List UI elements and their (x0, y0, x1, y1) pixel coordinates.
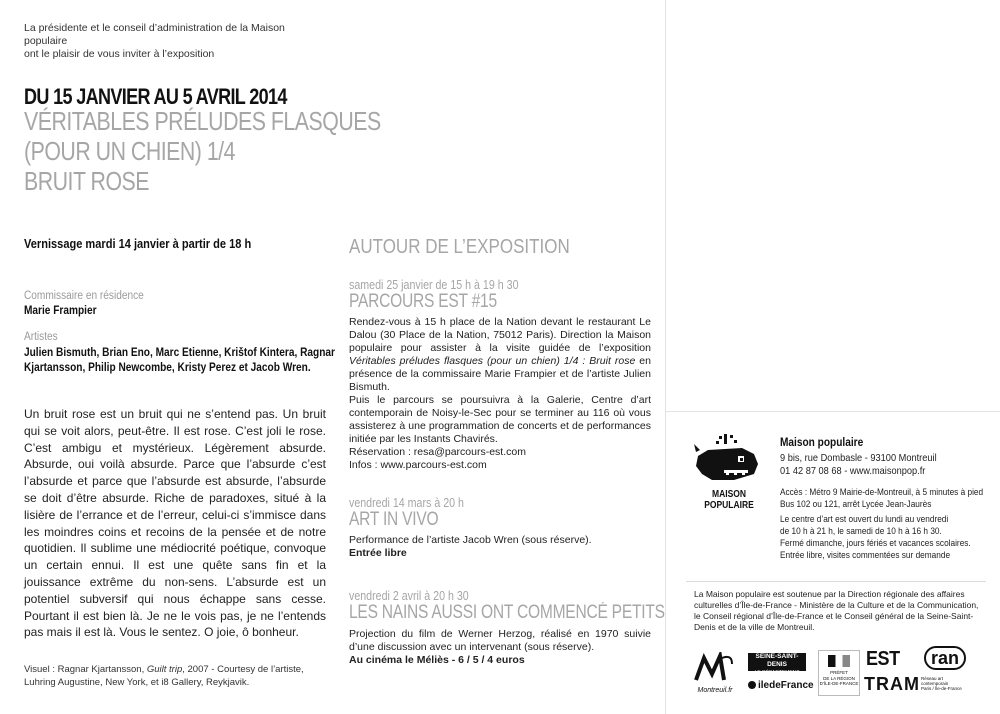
invitation-line-1: La présidente et le conseil d’administration de la Maison populaire (24, 22, 285, 47)
prefet-line-2: DE LA RÉGION (823, 675, 855, 681)
visual-credit (24, 664, 326, 689)
event-1-text-italic: Véritables préludes flasques (pour un chien) 1/4 : Bruit rose (349, 355, 636, 367)
marianne-flag-icon (828, 655, 850, 667)
event-1-text-c: Puis le parcours se poursuivra à la Galerie, Centre d’art contemporain de Noisy-le-Sec pour se terminer au 116 où vous assisterez à une programmation de concerts et de performances initiée par les Instants Chavirés. (349, 394, 651, 445)
event-1-title: PARCOURS EST #15 (349, 291, 497, 312)
tram-sub-1: Réseau art (921, 676, 944, 681)
event-3-note: Au cinéma le Méliès - 6 / 5 / 4 euros (349, 654, 525, 666)
logo-text-line-2: POPULAIRE (704, 500, 754, 511)
access-line-2: Bus 102 ou 121, arrêt Lycée Jean-Jaurès (780, 499, 932, 509)
venue-name: Maison populaire (780, 437, 864, 449)
venue-address: 9 bis, rue Dombasle - 93100 Montreuil (780, 452, 937, 464)
prefet-line-1: PRÉFET (830, 670, 848, 675)
exhibition-title (24, 106, 381, 196)
fold-line-horizontal (665, 411, 1000, 412)
event-3-date: vendredi 2 avril à 20 h 30 (349, 588, 469, 603)
event-3-title: LES NAINS AUSSI ONT COMMENCÉ PETITS (349, 602, 665, 623)
prefet-logo (818, 650, 860, 696)
montreuil-m-icon (694, 652, 734, 682)
ran-logo: ran (924, 646, 966, 670)
tram-sub-3: Paris / Île-de-France (921, 686, 962, 691)
visual-credit-work: Guilt trip (146, 664, 183, 675)
event-2-date: vendredi 14 mars à 20 h (349, 495, 464, 510)
title-line-1: VÉRITABLES PRÉLUDES FLASQUES (24, 106, 381, 136)
whale-icon (694, 432, 764, 484)
montreuil-logo (694, 652, 736, 696)
parcours-est-logo: EST (866, 648, 900, 670)
event-1-date: samedi 25 janvier de 15 h à 19 h 30 (349, 277, 519, 292)
curator-label: Commissaire en résidence (24, 290, 144, 302)
logo-text-line-1: MAISON (712, 489, 746, 500)
tram-sub-2: contemporain (921, 681, 949, 686)
event-2-note: Entrée libre (349, 547, 407, 559)
exhibition-description: Un bruit rose est un bruit qui ne s’entend pas. Un bruit qui se voit alors, peut-être. Il est rose. C’est joli le rose. C’est ambigu et mystérieux. Légèrement absurde. Absurde, oui voilà absurde. Parce que l’absurde c’est l’absurde et parce que l’absurde est absurde, l’absurde se doit d’être absurde. Riche de paradoxes, situé à la lisière de l’errance et de l’erreur, celui-ci s’immisce dans les moindres coins et recoins de la pensée et de notre quotidien. Il sublime une médiocrité poétique, convoque un certain ennui. Il est une quête sans fin et la jouissance extrême du non-sens. L’absurde est un potentiel subversif qui nous échappe sans cesse. Pourtant il est bien là. Je ne le vois pas, je ne l’entends pas mais il est là. Vous le sentez. O joie, ô bonheur. (24, 407, 326, 640)
event-2-description (349, 534, 651, 560)
hours-line-1: Le centre d’art est ouvert du lundi au vendredi (780, 514, 949, 524)
invitation-line-2: ont le plaisir de vous inviter à l’exposition (24, 48, 215, 60)
fold-line-vertical (665, 0, 666, 714)
title-line-2: (POUR UN CHIEN) 1/4 (24, 136, 235, 166)
seine-saint-denis-logo (748, 653, 806, 676)
ssd-line-1: SEINE-SAINT-DENIS (755, 653, 799, 668)
events-heading: AUTOUR DE L’EXPOSITION (349, 236, 570, 258)
title-line-3: BRUIT ROSE (24, 166, 150, 196)
curator-name: Marie Frampier (24, 305, 97, 317)
vernissage-info: Vernissage mardi 14 janvier à partir de 18 h (24, 236, 252, 251)
hours-line-2: de 10 h à 21 h, le samedi de 10 h à 16 h 30. (780, 526, 942, 536)
hours-line-3: Fermé dimanche, jours fériés et vacances scolaires. (780, 538, 971, 548)
ile-de-france-logo (748, 680, 814, 691)
event-1-text-b: en présence de la commissaire Marie Frampier et de l’artiste Julien Bismuth. (349, 355, 651, 393)
idf-dot-icon (748, 681, 756, 689)
access-line-1: Accès : Métro 9 Mairie-de-Montreuil, à 5 minutes à pied (780, 487, 984, 497)
visual-credit-suffix: , 2007 - Courtesy de l’artiste, Luhring Augustine, New York, et i8 Gallery, Reykjavik. (24, 664, 304, 688)
event-1-infos: Infos : www.parcours-est.com (349, 459, 487, 471)
hours-line-4: Entrée libre, visites commentées sur demande (780, 550, 951, 560)
invitation-text (24, 22, 324, 61)
event-3-text: Projection du film de Werner Herzog, réalisé en 1970 suivie d’une discussion avec un intervenant (sous réserve). (349, 628, 651, 653)
event-1-description (349, 316, 651, 472)
visual-credit-prefix: Visuel : Ragnar Kjartansson, (24, 664, 147, 675)
exhibition-dates: DU 15 JANVIER AU 5 AVRIL 2014 (24, 84, 287, 109)
ssd-line-2: LE DÉPARTEMENT (754, 670, 800, 676)
support-text: La Maison populaire est soutenue par la Direction régionale des affaires culturelles d’Île-de-France - Ministère de la Culture et de la Communication, le Conseil régional d’Île-de-France et le Conseil général de la Seine-Saint-Denis et de la ville de Montreuil. (694, 589, 979, 632)
event-1-reservation: Réservation : resa@parcours-est.com (349, 446, 526, 458)
prefet-line-3: D’ÎLE-DE-FRANCE (819, 681, 859, 686)
artists-list: Julien Bismuth, Brian Eno, Marc Etienne, Krištof Kintera, Ragnar Kjartansson, Philip Newcombe, Kristy Perez et Jacob Wren. (24, 347, 335, 374)
tram-subtitle (921, 676, 962, 691)
artists-label: Artistes (24, 331, 58, 343)
event-2-title: ART IN VIVO (349, 509, 439, 530)
maison-populaire-logo (694, 432, 764, 512)
tram-logo: TRAM (864, 674, 920, 694)
venue-phone-web: 01 42 87 08 68 - www.maisonpop.fr (780, 465, 926, 477)
idf-label: iledeFrance (758, 680, 814, 691)
event-1-text-a: Rendez-vous à 15 h place de la Nation devant le restaurant Le Dalou (30 Place de la Nation, 75012 Paris). Direction la Maison populaire pour assister à la visite guidée de l’exposition (349, 316, 651, 354)
event-2-text: Performance de l’artiste Jacob Wren (sous réserve). (349, 534, 592, 546)
montreuil-label: Montreuil.fr (697, 687, 733, 694)
event-3-description (349, 628, 651, 667)
